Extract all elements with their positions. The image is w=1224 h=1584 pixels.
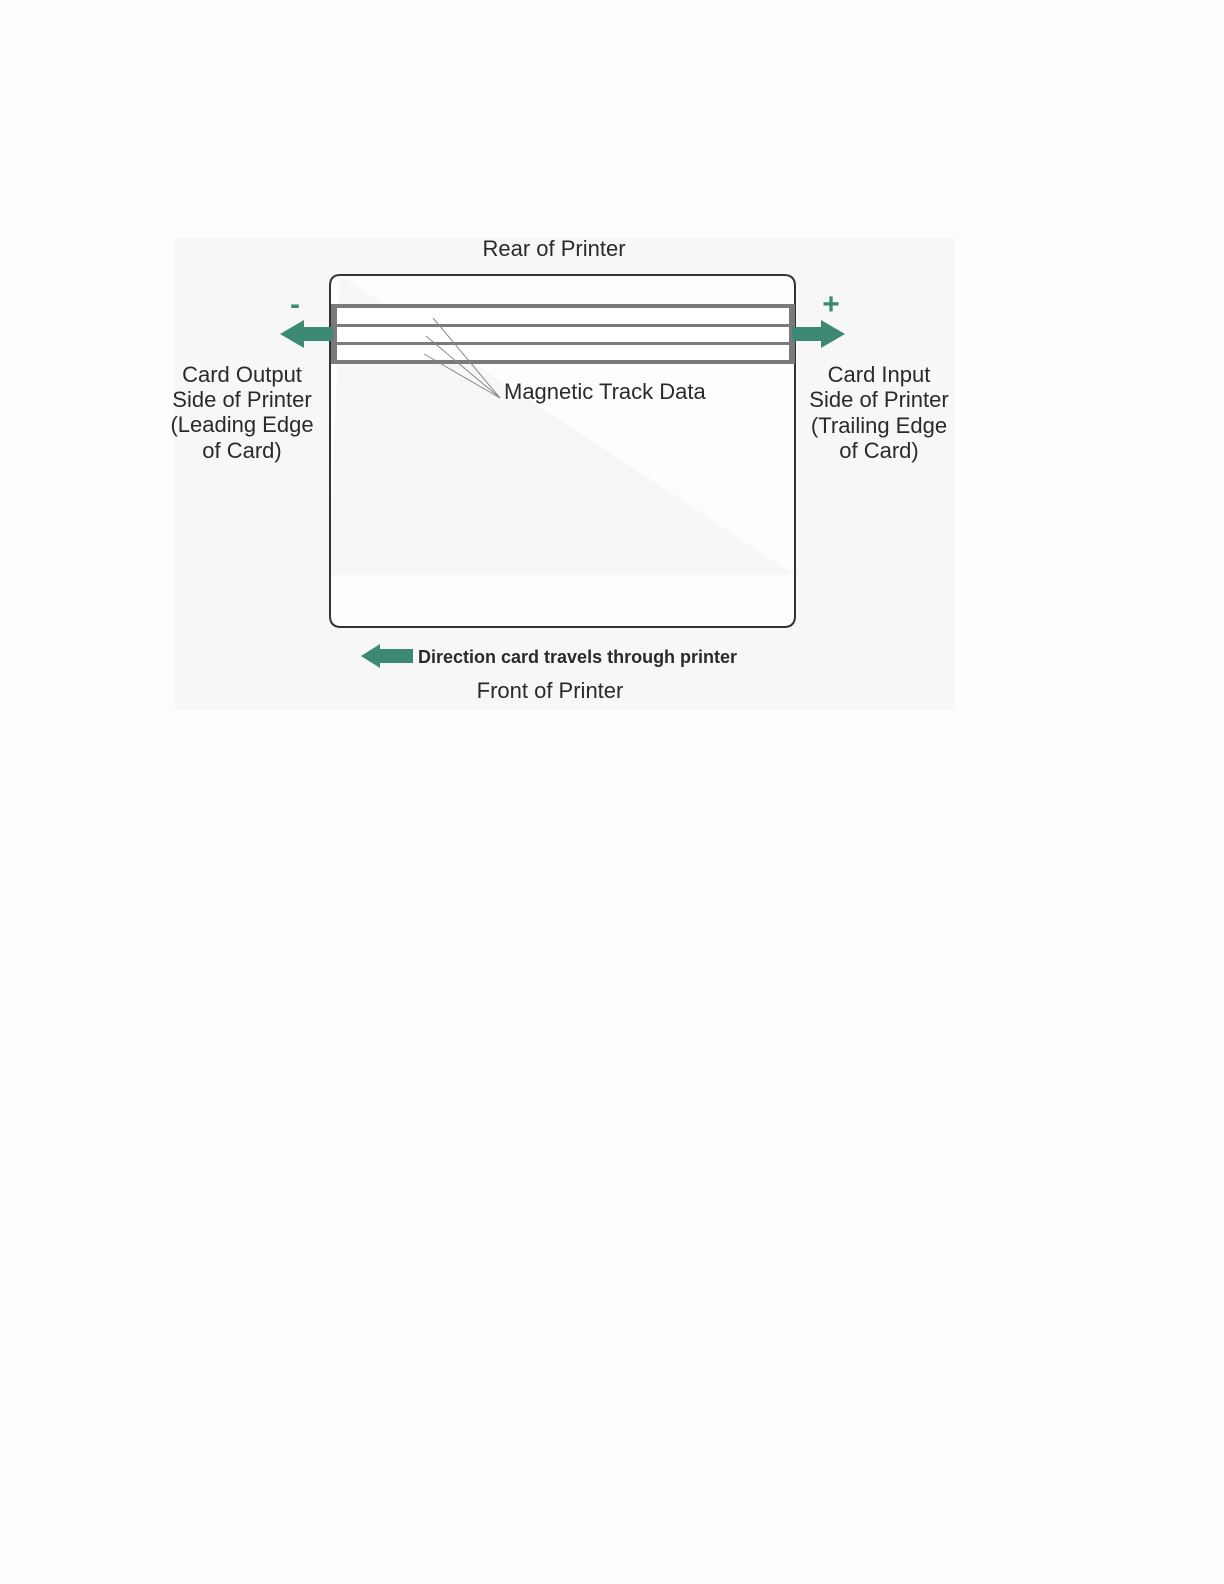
magnetic-track-3	[337, 345, 789, 360]
svg-text:(Leading Edge: (Leading Edge	[170, 412, 314, 437]
direction-label: Direction card travels through printer	[418, 647, 738, 667]
magnetic-stripe	[331, 304, 795, 364]
magnetic-track-2	[337, 327, 789, 342]
minus-sign: -	[290, 288, 300, 321]
svg-text:of Card): of Card)	[202, 438, 282, 463]
magnetic-track-label: Magnetic Track Data	[504, 379, 706, 404]
svg-text:(Trailing Edge: (Trailing Edge	[810, 413, 948, 438]
magnetic-track-1	[337, 308, 789, 324]
plus-sign: +	[822, 288, 840, 321]
svg-text:of Card): of Card)	[839, 438, 919, 463]
svg-text:Card Input: Card Input	[827, 362, 931, 387]
front-label: Front of Printer	[476, 678, 624, 703]
svg-text:Side of Printer: Side of Printer	[172, 387, 312, 412]
svg-text:Side of Printer: Side of Printer	[809, 387, 949, 412]
rear-label: Rear of Printer	[482, 236, 626, 261]
svg-text:Card Output: Card Output	[182, 362, 302, 387]
